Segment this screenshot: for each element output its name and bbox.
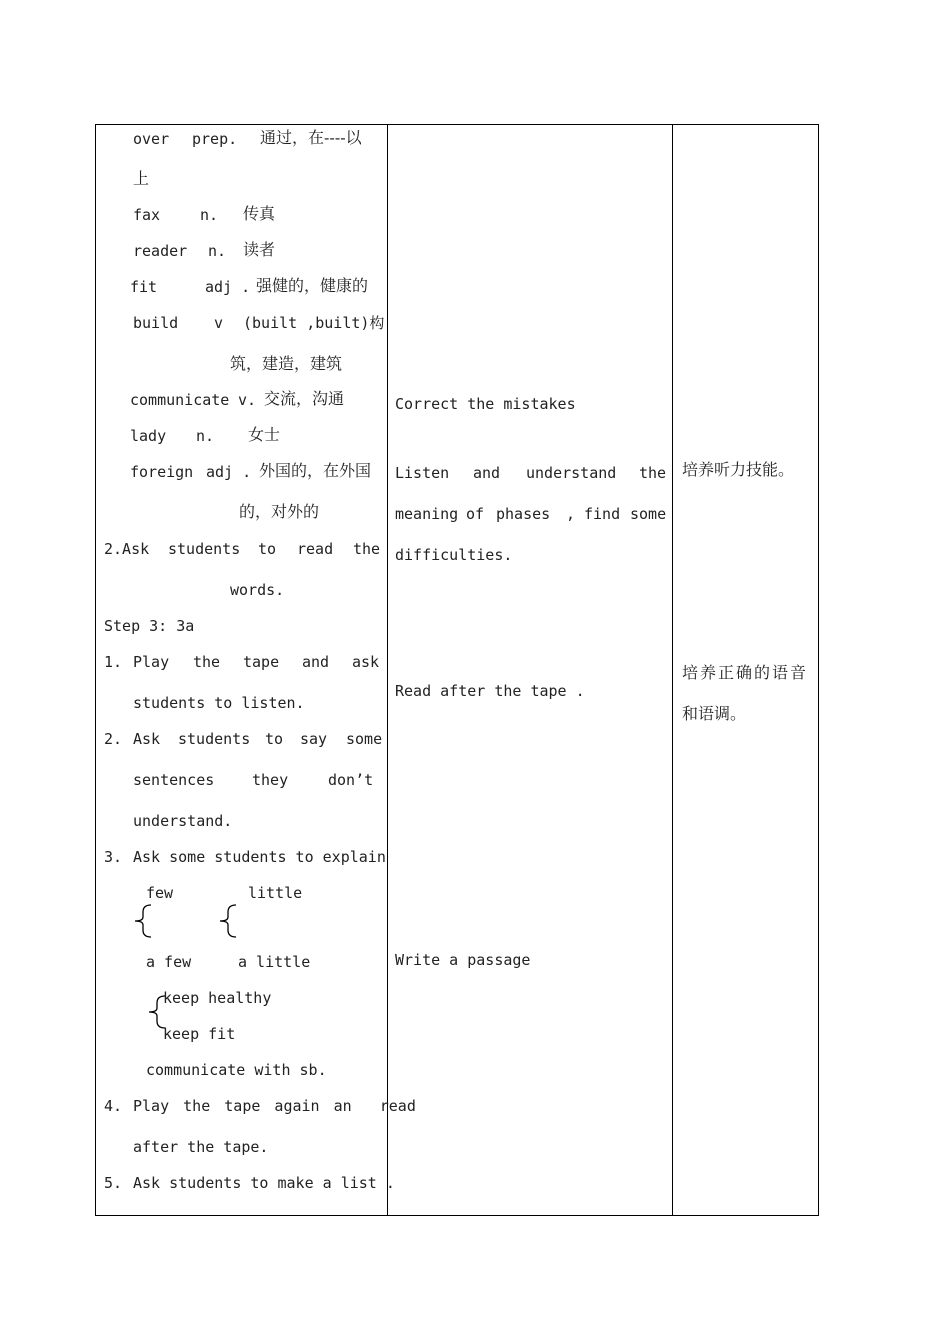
item-text: Ask students to make a list . xyxy=(133,1174,395,1192)
objective-listening: 培养听力技能。 xyxy=(682,460,795,479)
vocab-meaning: 读者 xyxy=(243,240,276,259)
item-word: ask xyxy=(352,653,380,671)
activity-word: find xyxy=(584,505,621,523)
item-word: and xyxy=(302,653,330,671)
activity-cont: difficulties. xyxy=(395,546,513,564)
item-number: 5. xyxy=(104,1174,123,1192)
column-divider-2 xyxy=(672,125,673,1215)
phrase-little: little xyxy=(248,884,303,902)
instruction-cont: words. xyxy=(230,581,285,599)
objective-intonation: 和语调。 xyxy=(682,704,747,723)
item-cont: students to listen. xyxy=(133,694,305,712)
item-number: 1. xyxy=(104,653,123,671)
activity-correct: Correct the mistakes xyxy=(395,395,576,413)
vocab-meaning-cont: 的，对外的 xyxy=(239,502,320,521)
item-cont: understand. xyxy=(133,812,233,830)
vocab-meaning: 交流，沟通 xyxy=(264,389,345,408)
activity-word: and xyxy=(473,464,501,482)
item-word: Ask xyxy=(133,730,161,748)
vocab-pos: n. xyxy=(208,242,227,260)
vocab-meaning-cont: 筑，建造，建筑 xyxy=(230,354,343,373)
vocab-pos: n. xyxy=(196,427,215,445)
item-cont-word: they xyxy=(252,771,289,789)
phrase-few: few xyxy=(146,884,174,902)
item-cont-word: sentences xyxy=(133,771,215,789)
vocab-pos: adj . xyxy=(206,463,252,481)
activity-word: the xyxy=(639,464,667,482)
vocab-word: build xyxy=(133,314,179,332)
instruction-word: the xyxy=(353,540,381,558)
activity-word: of xyxy=(466,505,485,523)
vocab-pos: adj . xyxy=(205,278,251,296)
column-divider-1 xyxy=(387,125,388,1215)
instruction-word: read xyxy=(297,540,334,558)
vocab-word: fit xyxy=(130,278,158,296)
activity-word: phases xyxy=(496,505,551,523)
vocab-meaning: 外国的，在外国 xyxy=(259,461,372,480)
item-word: tape xyxy=(243,653,280,671)
activity-word: some xyxy=(630,505,667,523)
vocab-forms: (built ,built)构 xyxy=(243,314,385,332)
vocab-pos: v. xyxy=(238,391,257,409)
phrase-keep-healthy: keep healthy xyxy=(163,989,272,1007)
vocab-pos: prep. xyxy=(192,130,238,148)
vocab-meaning: 女士 xyxy=(248,425,281,444)
item-cont-word: don’t xyxy=(328,771,374,789)
vocab-meaning: 传真 xyxy=(243,204,276,223)
vocab-word: communicate xyxy=(130,391,230,409)
item-word: the xyxy=(193,653,221,671)
objective-pronunciation: 培养正确的语音 xyxy=(682,663,809,682)
activity-word: , xyxy=(566,505,576,523)
vocab-meaning: 强健的，健康的 xyxy=(256,276,369,295)
vocab-word: reader xyxy=(133,242,188,260)
item-word: students xyxy=(178,730,251,748)
activity-word: understand xyxy=(526,464,617,482)
item-number: 4. xyxy=(104,1097,123,1115)
vocab-word: foreign xyxy=(130,463,194,481)
instruction-word: 2.Ask xyxy=(104,540,150,558)
left-brace-icon xyxy=(216,903,240,939)
item-text: Play the tape again an read xyxy=(133,1097,416,1115)
activity-write: Write a passage xyxy=(395,951,531,969)
phrase-keep-fit: keep fit xyxy=(163,1025,236,1043)
item-word: to xyxy=(265,730,284,748)
vocab-meaning: 通过，在----以 xyxy=(260,128,362,147)
phrase-communicate-with: communicate with sb. xyxy=(146,1061,327,1079)
item-cont: after the tape. xyxy=(133,1138,269,1156)
step-heading: Step 3: 3a xyxy=(104,617,195,635)
item-word: some xyxy=(346,730,383,748)
instruction-word: to xyxy=(258,540,277,558)
vocab-word: fax xyxy=(133,206,161,224)
activity-word: Listen xyxy=(395,464,450,482)
activity-word: meaning xyxy=(395,505,459,523)
item-number: 2. xyxy=(104,730,123,748)
item-word: Play xyxy=(133,653,170,671)
item-number: 3. xyxy=(104,848,123,866)
vocab-word: over xyxy=(133,130,170,148)
vocab-meaning-cont: 上 xyxy=(133,169,150,188)
item-text: Ask some students to explain xyxy=(133,848,386,866)
vocab-pos: v xyxy=(214,314,224,332)
left-brace-icon xyxy=(131,903,155,939)
vocab-word: lady xyxy=(130,427,167,445)
instruction-word: students xyxy=(168,540,241,558)
phrase-a-little: a little xyxy=(238,953,311,971)
item-word: say xyxy=(300,730,328,748)
vocab-pos: n. xyxy=(200,206,219,224)
phrase-a-few: a few xyxy=(146,953,192,971)
activity-read-after: Read after the tape . xyxy=(395,682,585,700)
